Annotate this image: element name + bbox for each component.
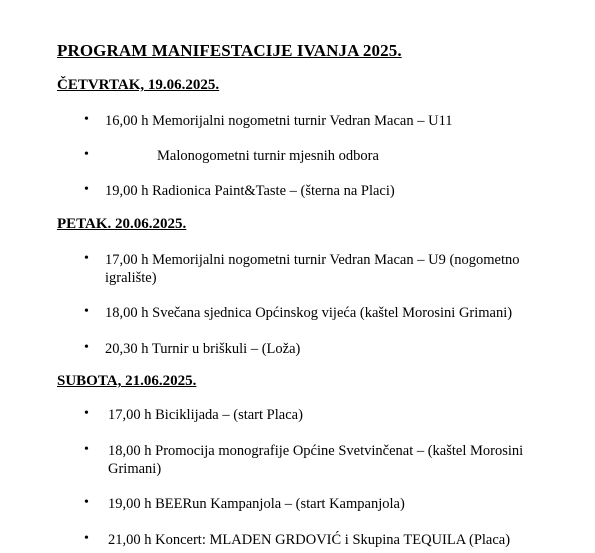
- bullet-icon: •: [84, 112, 89, 127]
- bullet-icon: •: [84, 147, 89, 162]
- bullet-icon: •: [84, 531, 89, 546]
- bullet-icon: •: [84, 304, 89, 319]
- bullet-icon: •: [84, 495, 89, 510]
- bullet-icon: •: [84, 251, 89, 266]
- day-heading-friday: PETAK. 20.06.2025.: [57, 216, 187, 232]
- bullet-icon: •: [84, 406, 89, 421]
- day-heading-thursday: ČETVRTAK, 19.06.2025.: [57, 77, 220, 93]
- bullet-icon: •: [84, 182, 89, 197]
- bullet-icon: •: [84, 442, 89, 457]
- document-title: PROGRAM MANIFESTACIJE IVANJA 2025.: [57, 41, 402, 60]
- bullet-icon: •: [84, 340, 89, 355]
- day-heading-saturday: SUBOTA, 21.06.2025.: [57, 373, 197, 389]
- document-page: PROGRAM MANIFESTACIJE IVANJA 2025. ČETVRTAK, 19.06.2025. • 16,00 h Memorijalni nogometni turnir Vedran Macan – U11 • Malonogometni turnir mjesnih odbora • 19,00 h Radionica Paint&Taste – (šterna na Placi) PETAK. 20.06.2025. • 17,00 h Memorijalni nogometni turnir Vedran Macan – U9 (nogometno igralište) • 18,00 h Svečana sjednica Općinskog vijeća (kaštel Morosini Grimani) • 20,30 h Turnir u briškuli – (Loža) SUBOTA, 21.06.2025. • 17,00 h Biciklijada – (start Placa) • 18,00 h Promocija monografije Općine Svetvinčenat – (kaštel Morosini Grimani) • 19,00 h BEERun Kampanjola – (start Kampanjola) • 21,00 h Koncert: MLADEN GRDOVIĆ i Skupina TEQUILA (Placa): [57, 41, 524, 548]
